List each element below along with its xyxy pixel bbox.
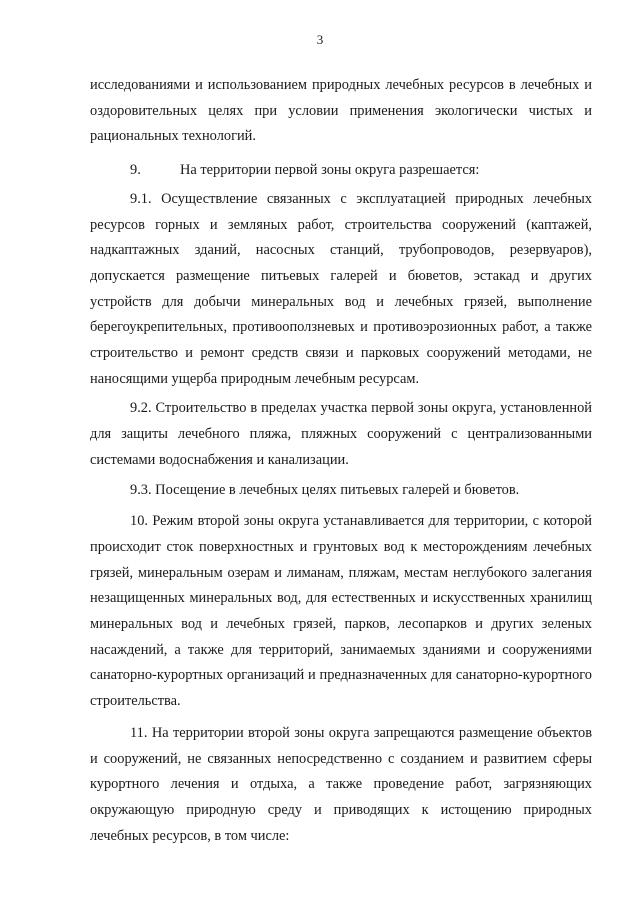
- clause-10: 10. Режим второй зоны округа устанавливается для территории, с которой происходит сток поверхностных и грунтовых вод к месторождениям лечебных грязей, минеральным озерам и лиманам, пляжам, местам неглубокого залегания незащищенных минеральных вод, для естественных и искусственных хранилищ минеральных вод и лечебных грязей, парков, лесопарков и других зеленых насаждений, а также для территорий, занимаемых зданиями и сооружениями санаторно-курортных организаций и предназначенных для санаторно-курортного строительства.: [90, 513, 592, 710]
- document-body: [90, 73, 592, 849]
- clause-11: 11. На территории второй зоны округа запрещаются размещение объектов и сооружений, не связанных непосредственно с созданием и развитием сферы курортного лечения и отдыха, а также проведение работ, загрязняющих окружающую природную среду и приводящих к истощению природных лечебных ресурсов, в том числе:: [90, 724, 592, 844]
- clause-9-3: 9.3. Посещение в лечебных целях питьевых галерей и бюветов.: [130, 481, 520, 498]
- clause-9-1: 9.1. Осуществление связанных с эксплуатацией природных лечебных ресурсов горных и земляных работ, строительства сооружений (каптажей, надкаптажных зданий, насосных станций, трубопроводов, резервуаров), допускается размещение питьевых галерей и бюветов, эстакад и других устройств для добычи минеральных вод и лечебных грязей, выполнение берегоукрепительных, противооползневых и противоэрозионных работ, а также строительство и ремонт средств связи и парковых сооружений методами, не наносящими ущерба природным лечебным ресурсам.: [90, 190, 592, 387]
- clause-9-number: 9.: [130, 162, 141, 179]
- page-number: 3: [316, 32, 324, 47]
- paragraph-continuation: исследованиями и использованием природных лечебных ресурсов в лечебных и оздоровительных целях при условии применения экологически чистых и рациональных технологий.: [90, 77, 592, 145]
- clause-9-heading: [90, 158, 592, 184]
- clause-9-text: На территории первой зоны округа разрешается:: [180, 162, 480, 179]
- clause-9-2: 9.2. Строительство в пределах участка первой зоны округа, установленной для защиты лечебного пляжа, пляжных сооружений с централизованными системами водоснабжения и канализации.: [90, 400, 592, 468]
